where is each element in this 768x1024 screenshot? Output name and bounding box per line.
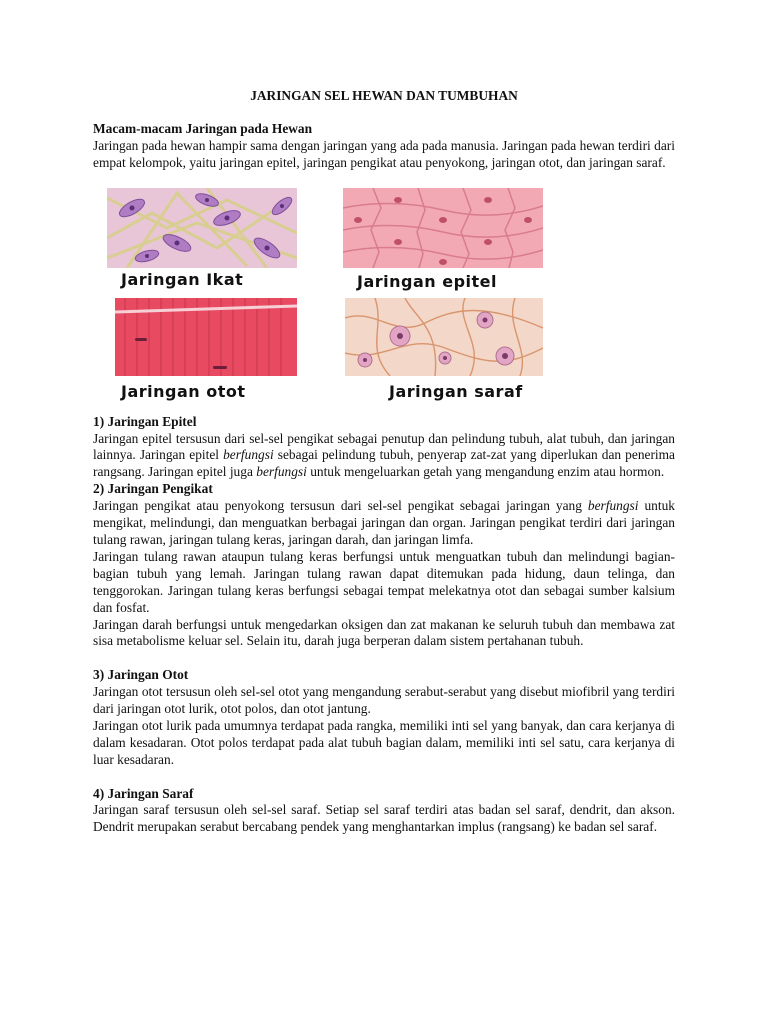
intro-heading: Macam-macam Jaringan pada Hewan [93,120,313,136]
section-heading-otot: 3) Jaringan Otot [93,667,189,683]
section-otot-text-2: Jaringan otot lurik pada umumnya terdapat pada rangka, memiliki inti sel yang banyak, dan cara kerjanya di dalam kesadaran. Otot polos terdapat pada alat tubuh bagian dalam, memiliki inti sel satu, cara kerjanya di luar kesadaran. [93,717,675,767]
section-pengikat-text-3: Jaringan darah berfungsi untuk mengedarkan oksigen dan zat makanan ke seluruh tubuh dan membawa zat sisa metabolisme keluar sel. Selain itu, darah juga berperan dalam sistem pertahanan tubuh. [93,616,675,649]
caption-jaringan-saraf: Jaringan saraf [389,381,523,401]
document-title: JARINGAN SEL HEWAN DAN TUMBUHAN [250,88,518,103]
epithelial-tissue-image [343,188,543,268]
caption-jaringan-ikat: Jaringan Ikat [121,269,244,289]
text-run: Jaringan pengikat atau penyokong tersusun dari sel-sel pengikat sebagai jaringan yang [93,498,588,514]
italic-term: berfungsi [223,447,274,463]
section-saraf-text: Jaringan saraf tersusun oleh sel-sel saraf. Setiap sel saraf terdiri atas badan sel saraf, dendrit, dan akson. Dendrit merupakan serabut bercabang pendek yang menghantarkan implus (rangsang) ke badan sel saraf. [93,802,675,835]
connective-tissue-image [107,188,297,268]
tissue-figure [107,188,547,400]
italic-term: berfungsi [587,498,639,514]
nervous-tissue-image [345,298,543,376]
caption-jaringan-epitel: Jaringan epitel [357,271,497,291]
section-heading-epitel: 1) Jaringan Epitel [93,413,197,429]
muscle-tissue-image [115,298,297,376]
caption-jaringan-otot: Jaringan otot [121,381,246,401]
text-run: sebagai pelindung tubuh, penyerap zat-zat yang diperlukan dan penerima rangsang. Jaringan epitel juga [93,447,676,480]
section-otot-text-1: Jaringan otot tersusun oleh sel-sel otot yang mengandung serabut-serabut yang disebut miofibril yang terdiri dari jaringan otot lurik, otot polos, dan otot jantung. [93,684,675,717]
spacer [93,769,675,786]
section-epitel-text [93,431,675,482]
text-run: untuk mengeluarkan getah yang mengandung enzim atau hormon. [306,464,665,480]
text-run: untuk mengikat, melindungi, dan menguatkan berbagai jaringan dan organ. Jaringan pengikat terdiri dari jaringan tulang rawan, jaringan tulang keras, jaringan darah, dan jaringan limfa. [93,498,675,547]
section-heading-pengikat: 2) Jaringan Pengikat [93,481,213,497]
section-heading-saraf: 4) Jaringan Saraf [93,785,194,801]
text-run: Jaringan epitel tersusun dari sel-sel pengikat sebagai penutup dan pelindung tubuh, alat tubuh, dan jaringan lainnya. Jaringan epitel [93,430,675,463]
section-pengikat-text-2: Jaringan tulang rawan ataupun tulang keras berfungsi untuk menguatkan tubuh dan melindungi bagian-bagian tubuh yang lemah. Jaringan tulang rawan dapat ditemukan pada hidung, daun telinga, dan tenggorokan. Jaringan tulang keras berfungsi sebagai tempat melekatnya otot dan sebagai sumber kalsium dan fosfat. [93,548,675,615]
spacer [93,650,675,667]
italic-term: berfungsi [256,464,307,480]
section-pengikat-text-1 [93,498,675,549]
intro-text: Jaringan pada hewan hampir sama dengan jaringan yang ada pada manusia. Jaringan pada hewan terdiri dari empat kelompok, yaitu jaringan epitel, jaringan pengikat atau penyokong, jaringan otot, dan jaringan saraf. [93,137,675,170]
